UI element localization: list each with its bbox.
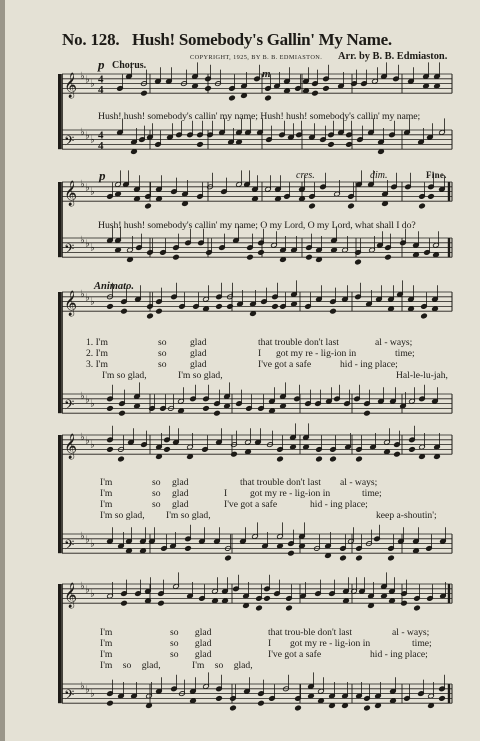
note-head [295,705,302,711]
lyric-s3-v1-c: glad [190,337,207,348]
note-head [258,250,265,256]
lyric-s4-v2-f: time; [362,488,382,499]
note-head [127,257,134,263]
note-head [277,543,284,549]
note-head [280,403,287,409]
note-head [389,598,396,604]
note-head [145,203,152,209]
copyright-notice: COPYRIGHT, 1925, BY B. B. EDMIASTON. [190,54,323,61]
note-head [316,257,323,263]
note-head [140,548,147,554]
note-head [306,254,313,260]
note-head [247,254,254,260]
key-signature-flat: ♭ [90,398,95,410]
system-brace [58,292,61,413]
lyric-s4-v3-c: glad [172,499,189,510]
note-head [214,410,221,416]
note-head [421,313,428,319]
lyric-s3-v3-a: 3. I'm [86,359,108,370]
note-head [355,259,362,265]
note-head [346,142,353,148]
note-head [275,196,282,202]
lyric-s4-v1-a: I'm [100,477,113,488]
lyric-s3-v1-d: that trouble don't last [258,337,339,348]
bass-clef: 𝄢 [64,133,75,153]
lyric-s4-v3-b: so [152,499,161,510]
note-head [413,252,420,258]
note-head [126,548,133,554]
key-signature-flat: ♭ [85,130,90,142]
note-head [331,247,338,253]
note-head [156,196,163,202]
lyric-s3-v3-c: glad [190,359,207,370]
note-head [131,149,138,155]
note-head [414,605,421,611]
lyric-s4-v3-a: I'm [100,499,113,510]
lyric-s3-v3-d: I've got a safe [258,359,312,370]
lyric-s4-v3-e: hid - ing place; [310,499,368,510]
note-head [192,83,199,89]
dynamic-piano-1: p [98,57,105,72]
note-head [107,304,114,310]
lyric-s3-v4-c: Hal-le-lu-jah, [396,370,448,381]
lyric-s4-v4-c: keep a-shoutin'; [376,510,437,521]
bass-clef: 𝄢 [64,537,75,557]
note-head [408,306,415,312]
key-signature-flat: ♭ [85,534,90,546]
note-head [197,142,204,148]
lyric-s5-v3-d: hid - ing place; [370,649,428,660]
key-signature-flat: ♭ [80,580,85,592]
note-head [156,308,163,314]
note-head [272,304,279,310]
lyric-s4-v2-e: got my re - lig-ion in [250,488,331,499]
note-head [342,703,349,709]
note-head [212,598,219,604]
time-signature-top: 4 [98,129,104,142]
treble-clef: 𝄞 [64,434,78,460]
key-signature-flat: ♭ [80,431,85,443]
lyric-s5-v2-b: so glad [170,638,212,649]
note-head [107,447,114,453]
key-signature-flat: ♭ [85,684,90,696]
bass-clef: 𝄢 [64,397,75,417]
note-head [388,555,395,561]
key-signature-flat: ♭ [85,584,90,596]
note-head [291,301,298,307]
key-signature-flat: ♭ [85,182,90,194]
note-head [303,88,310,94]
note-head [433,252,440,258]
note-head [229,95,236,101]
lyric-s3-v1-a: 1. I'm [86,337,108,348]
note-head [382,201,389,207]
note-head [385,254,392,260]
note-head [368,603,375,609]
note-head [340,555,347,561]
note-head [423,83,430,89]
note-head [419,203,426,209]
lyric-s3-v2-d: I [258,348,262,359]
lyric-s5-v2-e: time; [412,638,432,649]
key-signature-flat: ♭ [85,394,90,406]
key-signature-flat: ♭ [90,439,95,451]
note-head [216,696,223,702]
note-head [146,703,153,709]
key-signature-flat: ♭ [90,186,95,198]
note-head [118,456,125,462]
lyric-s3-v2-b: so [158,348,167,359]
note-head [413,548,420,554]
note-head [187,454,194,460]
note-head [119,410,126,416]
key-signature-flat: ♭ [80,234,85,246]
note-head [156,454,163,460]
note-head [178,408,185,414]
note-head [439,696,446,702]
note-head [434,83,441,89]
lyric-s4-v2-b: so [152,488,161,499]
note-head [388,306,395,312]
lyric-s4-v1-c: glad [172,477,189,488]
note-head [299,196,306,202]
lyric-s4-v4-b: I'm so glad, [166,510,211,521]
lyric-line-1: Hush! hush! somebody's callin' my name; Hush! hush! somebody's callin' my name; [98,111,421,122]
note-head [284,88,291,94]
key-signature-flat: ♭ [90,588,95,600]
note-head [107,406,114,412]
lyric-s4-v1-e: al - ways; [340,477,378,488]
lyric-s3-v3-e: hid - ing place; [340,359,398,370]
note-head [303,444,310,450]
dynamic-piano-2: p [99,168,106,183]
hymn-number: No. 128. [62,30,120,49]
key-signature-flat: ♭ [90,78,95,90]
note-head [309,203,316,209]
note-head [290,444,297,450]
time-signature-bottom: 4 [98,84,104,97]
key-signature-flat: ♭ [80,530,85,542]
key-signature-flat: ♭ [90,296,95,308]
note-head [205,86,212,92]
note-head [121,308,128,314]
note-head [329,703,336,709]
lyric-s4-v2-c: glad [172,488,189,499]
note-head [384,449,391,455]
note-head [182,201,189,207]
note-head [343,598,350,604]
lyric-s3-v1-e: al - ways; [375,337,413,348]
dynamic-mezzo: m [262,68,271,80]
note-head [390,698,397,704]
lyric-s5-v1-a: I'm [100,627,113,638]
note-head [428,194,435,200]
key-signature-flat: ♭ [80,680,85,692]
note-head [277,456,284,462]
lyric-s3-v1-b: so [158,337,167,348]
chorus-label: Chorus. [112,60,147,71]
lyric-s4-v2-d: I [224,488,228,499]
hymn-title: Hush! Somebody's Gallin' My Name. [132,30,392,49]
bass-clef: 𝄢 [64,687,75,707]
key-signature-flat: ♭ [80,178,85,190]
note-head [330,308,337,314]
key-signature-flat: ♭ [85,435,90,447]
key-signature-flat: ♭ [80,288,85,300]
treble-clef: 𝄞 [64,291,78,317]
lyric-s3-v2-e: got my re - lig-ion in [276,348,357,359]
lyric-s4-v4-a: I'm so glad, [100,510,145,521]
note-head [243,603,250,609]
note-head [364,705,371,711]
note-head [230,705,237,711]
note-head [265,95,272,101]
key-signature-flat: ♭ [85,238,90,250]
diminuendo-marking: dim. [370,170,388,181]
lyric-s5-v1-c: that trou-ble don't last [268,627,353,638]
lyric-s5-v3-b: so glad [170,649,212,660]
note-head [224,403,231,409]
note-head [356,456,363,462]
note-head [316,456,323,462]
key-signature-flat: ♭ [85,74,90,86]
key-signature-flat: ♭ [85,292,90,304]
note-head [185,546,192,552]
lyric-s3-v2-c: glad [190,348,207,359]
key-signature-flat: ♭ [90,134,95,146]
note-head [190,698,197,704]
note-head [381,593,388,599]
lyric-s3-v2-f: time; [395,348,415,359]
lyric-s3-v4-a: I'm so glad, [102,370,147,381]
note-head [308,693,315,699]
note-head [286,605,293,611]
note-head [378,149,385,155]
note-head [115,191,122,197]
note-head [225,555,232,561]
lyric-s4-v2-a: I'm [100,488,113,499]
lyric-s5-v4-a: I'm so glad, [100,660,161,671]
system-brace [58,584,61,703]
note-head [158,600,165,606]
treble-clef: 𝄞 [64,181,78,207]
lyric-s3-v3-b: so [158,359,167,370]
note-head [356,555,363,561]
lyric-s3-v4-b: I'm so glad, [178,370,223,381]
note-head [280,257,287,263]
note-head [312,90,319,96]
note-head [121,600,128,606]
arranger-credit: Arr. by B. B. Edmiaston. [338,51,448,62]
treble-clef: 𝄞 [64,73,78,99]
note-head [434,454,441,460]
note-head [394,451,401,457]
note-head [375,703,382,709]
note-head [323,86,330,92]
fine-marking: Fine. [426,170,447,180]
note-head [164,447,171,453]
bass-clef: 𝄢 [64,241,75,261]
lyric-s5-v3-a: I'm [100,649,113,660]
lyric-line-2: Hush! hush! somebody's callin' my name; O my Lord, O my Lord, what shall I do? [98,220,416,231]
system-brace [58,74,61,149]
note-head [216,304,223,310]
key-signature-flat: ♭ [80,70,85,82]
note-head [252,196,259,202]
key-signature-flat: ♭ [90,538,95,550]
note-head [318,698,325,704]
lyric-s4-v3-d: I've got a safe [224,499,278,510]
key-signature-flat: ♭ [80,390,85,402]
note-head [141,90,148,96]
note-head [330,456,337,462]
lyric-s4-v1-d: that trouble don't last [240,477,321,488]
treble-clef: 𝄞 [64,583,78,609]
note-head [419,454,426,460]
lyric-s5-v2-c: I [268,638,272,649]
note-head [288,550,295,556]
note-head [245,449,252,455]
animato-marking: Animato. [94,281,134,292]
note-head [203,406,210,412]
lyric-s5-v2-a: I'm [100,638,113,649]
note-head [364,410,371,416]
note-head [203,306,210,312]
note-head [241,93,248,99]
note-head [269,408,276,414]
note-head [258,700,265,706]
note-head [250,311,257,317]
lyric-s5-v3-c: I've got a safe [268,649,322,660]
lyric-s5-v1-b: so glad [170,627,212,638]
note-head [107,700,114,706]
note-head [428,703,435,709]
note-head [409,447,416,453]
key-signature-flat: ♭ [80,126,85,138]
lyric-s4-v1-b: so [152,477,161,488]
note-head [264,596,271,602]
note-head [328,142,335,148]
key-signature-flat: ♭ [90,242,95,254]
note-head [147,313,154,319]
note-head [115,247,122,253]
system-brace [58,182,61,257]
note-head [134,196,141,202]
lyric-s5-v1-d: al - ways; [392,627,430,638]
crescendo-marking: cres. [296,170,315,181]
note-head [256,605,263,611]
note-head [222,598,229,604]
note-head [325,553,332,559]
lyric-s3-v2-a: 2. I'm [86,348,108,359]
note-head [348,203,355,209]
note-head [236,139,243,145]
system-brace [58,435,61,553]
key-signature-flat: ♭ [90,688,95,700]
lyric-s5-v4-b: I'm so glad, [192,660,253,671]
time-signature-bottom: 4 [98,140,104,153]
note-head [134,403,141,409]
lyric-s5-v2-d: got my re - lig-ion in [290,638,371,649]
time-signature-top: 4 [98,73,104,86]
note-head [173,254,180,260]
note-head [432,306,439,312]
